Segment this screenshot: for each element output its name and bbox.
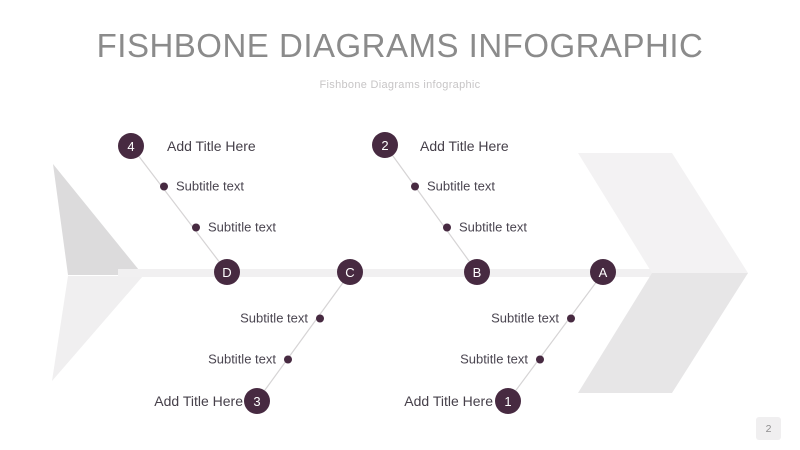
page-number-badge: 2	[756, 417, 781, 440]
branch-1-subtitle-row	[460, 352, 544, 367]
branch-3-subtitle-2: Subtitle text	[208, 351, 276, 367]
branch-2-subtitle-2: Subtitle text	[459, 219, 527, 235]
bullet-dot-icon	[567, 314, 575, 322]
spine-node-a: A	[590, 259, 616, 285]
branch-node-1: 1	[495, 388, 521, 414]
branch-1-subtitle-2: Subtitle text	[460, 351, 528, 367]
branch-line-4-to-d	[131, 146, 227, 272]
branch-3-subtitle-row	[240, 311, 324, 326]
branch-4-subtitle-1: Subtitle text	[176, 178, 244, 194]
branch-1-subtitle-row	[491, 311, 575, 326]
branch-2-subtitle-row	[443, 220, 527, 235]
bullet-dot-icon	[284, 355, 292, 363]
branch-line-c-to-3	[257, 273, 350, 401]
page-subtitle: Fishbone Diagrams infographic	[319, 79, 481, 91]
branch-4-title: Add Title Here	[167, 138, 256, 154]
branch-4-subtitle-row	[160, 179, 244, 194]
branch-line-2-to-b	[385, 145, 477, 272]
bullet-dot-icon	[536, 355, 544, 363]
branch-1-title: Add Title Here	[404, 393, 493, 409]
branch-2-title: Add Title Here	[420, 138, 509, 154]
fish-head-lower-shape	[578, 273, 748, 393]
branch-3-subtitle-row	[208, 352, 292, 367]
bullet-dot-icon	[443, 223, 451, 231]
branch-4-subtitle-2: Subtitle text	[208, 219, 276, 235]
bullet-dot-icon	[316, 314, 324, 322]
bullet-dot-icon	[160, 182, 168, 190]
branch-1-subtitle-1: Subtitle text	[491, 310, 559, 326]
page-title: FISHBONE DIAGRAMS INFOGRAPHIC	[96, 27, 704, 64]
spine-node-b: B	[464, 259, 490, 285]
branch-node-3: 3	[244, 388, 270, 414]
bullet-dot-icon	[192, 223, 200, 231]
branch-2-subtitle-row	[411, 179, 495, 194]
fish-tail-upper-shape	[53, 164, 143, 275]
branch-4-subtitle-row	[192, 220, 276, 235]
spine-node-d: D	[214, 259, 240, 285]
branch-node-2: 2	[372, 132, 398, 158]
branch-2-subtitle-1: Subtitle text	[427, 178, 495, 194]
bullet-dot-icon	[411, 182, 419, 190]
branch-3-subtitle-1: Subtitle text	[240, 310, 308, 326]
fish-head-upper-shape	[578, 153, 748, 273]
branch-3-title: Add Title Here	[154, 393, 243, 409]
branch-node-4: 4	[118, 133, 144, 159]
fish-tail-lower-shape	[52, 276, 143, 381]
spine-bar	[118, 269, 655, 277]
spine-node-c: C	[337, 259, 363, 285]
